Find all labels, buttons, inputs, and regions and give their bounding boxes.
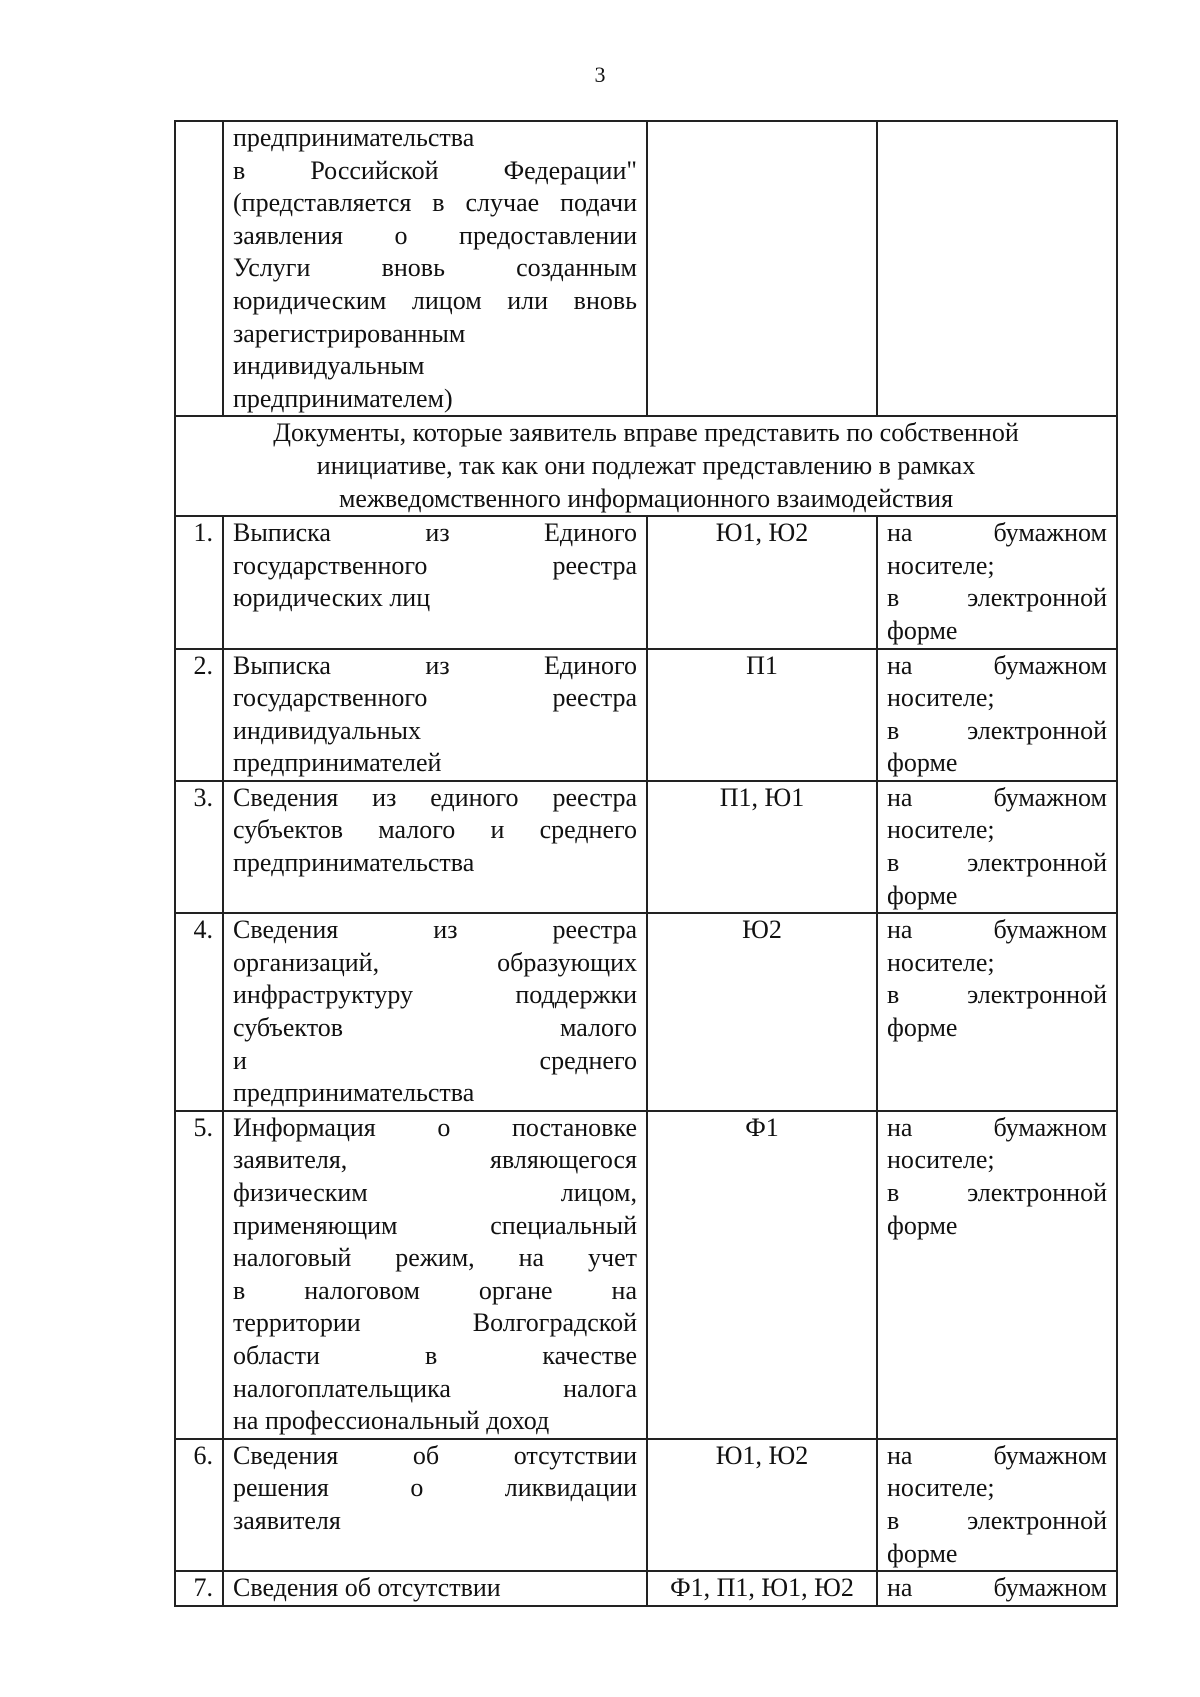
row-number: 2. bbox=[175, 649, 223, 781]
table-row bbox=[175, 649, 1117, 781]
submission-form-line: на бумажном bbox=[887, 518, 1107, 548]
document-name-line: субъектов малого bbox=[233, 1013, 637, 1043]
document-name-line: решения о ликвидации bbox=[233, 1473, 637, 1503]
submission-form-line: на бумажном bbox=[887, 650, 1107, 680]
submission-form bbox=[877, 781, 1117, 913]
row-number: 4. bbox=[175, 913, 223, 1111]
document-name-line: предпринимательства bbox=[233, 848, 475, 878]
document-name bbox=[223, 121, 647, 416]
document-name-line: Выписка из Единого bbox=[233, 518, 637, 548]
document-name-line: заявителя bbox=[233, 1505, 341, 1535]
document-name-line: индивидуальным bbox=[233, 351, 425, 381]
row-number bbox=[175, 121, 223, 416]
submission-form-line: форме bbox=[887, 1013, 958, 1043]
table-row bbox=[175, 913, 1117, 1111]
applicant-types: Ю1, Ю2 bbox=[647, 1439, 877, 1571]
document-name-line: государственного реестра bbox=[233, 683, 637, 713]
document-name-line: зарегистрированным bbox=[233, 318, 466, 348]
document-name bbox=[223, 1439, 647, 1571]
document-name-line: заявителя, являющегося bbox=[233, 1145, 637, 1175]
row-number: 5. bbox=[175, 1111, 223, 1439]
document-name-line: заявления о предоставлении bbox=[233, 220, 637, 250]
document-name-line: налогоплательщика налога bbox=[233, 1373, 637, 1403]
document-name-line: на профессиональный доход bbox=[233, 1406, 550, 1436]
submission-form-line: на бумажном bbox=[887, 915, 1107, 945]
document-name-line: территории Волгоградской bbox=[233, 1308, 637, 1338]
document-name bbox=[223, 913, 647, 1111]
submission-form-line: на бумажном bbox=[887, 1112, 1107, 1142]
submission-form bbox=[877, 516, 1117, 648]
applicant-types: Ф1, П1, Ю1, Ю2 bbox=[647, 1571, 877, 1606]
document-name-line: Выписка из Единого bbox=[233, 650, 637, 680]
submission-form-line: носителе; bbox=[887, 947, 995, 977]
document-name-line: государственного реестра bbox=[233, 550, 637, 580]
document-name-line: предпринимательства bbox=[233, 123, 475, 152]
row-number: 1. bbox=[175, 516, 223, 648]
continuation-row bbox=[175, 121, 1117, 416]
document-name-line: Сведения из единого реестра bbox=[233, 782, 637, 812]
submission-form-line: в электронной bbox=[887, 583, 1107, 613]
document-name-line: юридических лиц bbox=[233, 583, 431, 613]
section-heading bbox=[175, 416, 1117, 516]
submission-form-line: форме bbox=[887, 748, 958, 778]
document-name bbox=[223, 1111, 647, 1439]
document-name-line: Информация о постановке bbox=[233, 1112, 637, 1142]
submission-form bbox=[877, 1439, 1117, 1571]
document-name-line: области в качестве bbox=[233, 1340, 637, 1370]
document-name bbox=[223, 649, 647, 781]
submission-form-line: носителе; bbox=[887, 550, 995, 580]
applicant-types bbox=[647, 121, 877, 416]
submission-form-line: форме bbox=[887, 880, 958, 910]
document-name-line: (представляется в случае подачи bbox=[233, 188, 637, 218]
submission-form-line: на бумажном bbox=[887, 1573, 1107, 1603]
submission-form bbox=[877, 649, 1117, 781]
row-number: 6. bbox=[175, 1439, 223, 1571]
document-name-line: Сведения об отсутствии bbox=[233, 1440, 637, 1470]
document-name-line: субъектов малого и среднего bbox=[233, 815, 637, 845]
document-name-line: физическим лицом, bbox=[233, 1178, 637, 1207]
applicant-types: П1, Ю1 bbox=[647, 781, 877, 913]
document-name-line: организаций, образующих bbox=[233, 947, 637, 977]
submission-form-line: форме bbox=[887, 615, 958, 645]
section-heading-line: Документы, которые заявитель вправе представить по собственной bbox=[273, 418, 1019, 448]
submission-form-line: носителе; bbox=[887, 1473, 995, 1503]
section-heading-line: инициативе, так как они подлежат представлению в рамках bbox=[316, 450, 976, 480]
row-number: 7. bbox=[175, 1571, 223, 1606]
row-number: 3. bbox=[175, 781, 223, 913]
document-name-line: в налоговом органе на bbox=[233, 1275, 637, 1305]
submission-form-line: в электронной bbox=[887, 980, 1107, 1010]
document-name-line: индивидуальных bbox=[233, 715, 422, 745]
document-name-line: Сведения из реестра bbox=[233, 915, 637, 945]
section-heading-row bbox=[175, 416, 1117, 516]
document-name-line: в Российской Федерации" bbox=[233, 155, 637, 185]
table-row bbox=[175, 1571, 1117, 1606]
document-name-line: применяющим специальный bbox=[233, 1210, 637, 1240]
document-name bbox=[223, 781, 647, 913]
submission-form-line: на бумажном bbox=[887, 1440, 1107, 1470]
document-name bbox=[223, 1571, 647, 1606]
submission-form-line: носителе; bbox=[887, 815, 995, 845]
document-name-line: юридическим лицом или вновь bbox=[233, 285, 637, 315]
table-row bbox=[175, 781, 1117, 913]
submission-form-line: в электронной bbox=[887, 1505, 1107, 1535]
document-name-line: инфраструктуру поддержки bbox=[233, 980, 637, 1010]
table-row bbox=[175, 1111, 1117, 1439]
document-name-line: Сведения об отсутствии bbox=[233, 1573, 501, 1603]
documents-table bbox=[174, 120, 1118, 1607]
document-name-line: предпринимательства bbox=[233, 1078, 475, 1108]
submission-form-line: носителе; bbox=[887, 1145, 995, 1175]
applicant-types: Ю2 bbox=[647, 913, 877, 1111]
page-number: 3 bbox=[594, 62, 606, 87]
applicant-types: Ф1 bbox=[647, 1111, 877, 1439]
submission-form-line: в электронной bbox=[887, 1178, 1107, 1207]
submission-form bbox=[877, 1571, 1117, 1606]
document-name-line: и среднего bbox=[233, 1045, 637, 1075]
submission-form-line: форме bbox=[887, 1210, 958, 1240]
table-row bbox=[175, 516, 1117, 648]
submission-form-line: на бумажном bbox=[887, 782, 1107, 812]
submission-form bbox=[877, 121, 1117, 416]
document-name-line: предпринимателем) bbox=[233, 383, 453, 413]
section-heading-line: межведомственного информационного взаимодействия bbox=[338, 483, 954, 513]
applicant-types: Ю1, Ю2 bbox=[647, 516, 877, 648]
submission-form-line: носителе; bbox=[887, 683, 995, 713]
document-name bbox=[223, 516, 647, 648]
submission-form-line: в электронной bbox=[887, 848, 1107, 878]
document-name-line: предпринимателей bbox=[233, 748, 442, 778]
submission-form-line: форме bbox=[887, 1538, 958, 1568]
submission-form bbox=[877, 1111, 1117, 1439]
document-name-line: налоговый режим, на учет bbox=[233, 1243, 637, 1273]
applicant-types: П1 bbox=[647, 649, 877, 781]
table-row bbox=[175, 1439, 1117, 1571]
submission-form-line: в электронной bbox=[887, 715, 1107, 745]
document-name-line: Услуги вновь созданным bbox=[233, 253, 637, 283]
submission-form bbox=[877, 913, 1117, 1111]
